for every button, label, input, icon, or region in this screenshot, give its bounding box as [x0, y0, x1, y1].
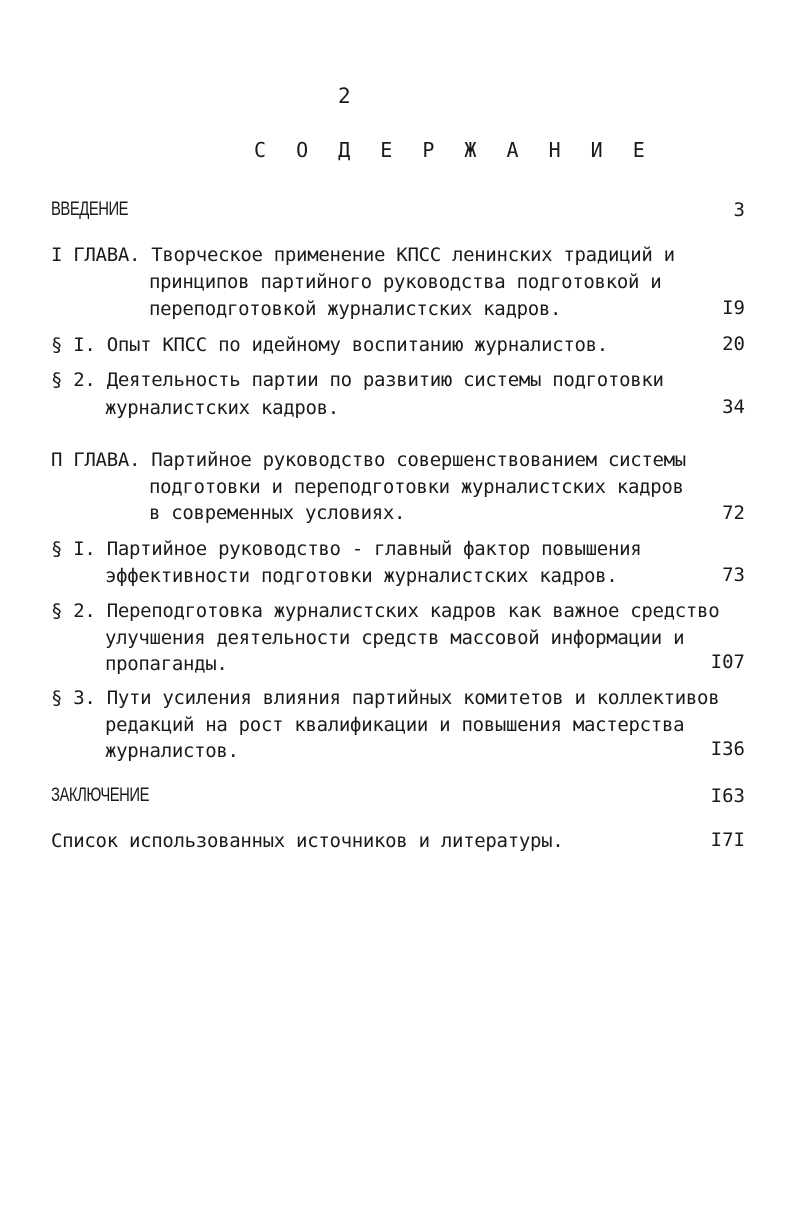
toc-section-2-2-line-3: пропаганды. — [105, 653, 228, 675]
toc-page-chapter-1: I9 — [722, 297, 745, 319]
page-number: 2 — [338, 84, 351, 108]
toc-page-chapter-2: 72 — [722, 502, 745, 524]
toc-chapter-1-line-3: переподготовкой журналистских кадров. — [149, 298, 562, 320]
toc-entry-conclusion: ЗАКЛЮЧЕНИЕ — [51, 785, 149, 806]
toc-page-conclusion: I63 — [710, 785, 745, 807]
toc-page-section-1-1: 20 — [722, 333, 745, 355]
toc-section-2-2-line-2: улучшения деятельности средств массовой информации и — [105, 627, 685, 649]
toc-chapter-1-line-2: принципов партийного руководства подготовкой и — [149, 271, 662, 293]
toc-page-section-2-3: I36 — [710, 738, 745, 760]
toc-section-2-3-line-3: журналистов. — [105, 740, 239, 762]
toc-section-1-2-line-2: журналистских кадров. — [105, 397, 339, 419]
toc-page-introduction: 3 — [733, 199, 745, 221]
toc-section-2-1-line-1: § I. Партийное руководство - главный фактор повышения — [51, 538, 642, 560]
toc-chapter-2-line-3: в современных условиях. — [149, 502, 406, 524]
toc-section-2-1-line-2: эффективности подготовки журналистских кадров. — [105, 565, 618, 587]
toc-page-section-2-2: I07 — [710, 651, 745, 673]
toc-section-2-2-line-1: § 2. Переподготовка журналистских кадров как важное средство — [51, 600, 720, 622]
toc-page-section-2-1: 73 — [722, 564, 745, 586]
toc-section-2-3-line-1: § 3. Пути усиления влияния партийных комитетов и коллективов — [51, 687, 720, 709]
page-title: С О Д Е Р Ж А Н И Е — [254, 138, 654, 162]
toc-section-1-1-line-1: § I. Опыт КПСС по идейному воспитанию журналистов. — [51, 334, 608, 356]
toc-section-1-2-line-1: § 2. Деятельность партии по развитию системы подготовки — [51, 369, 664, 391]
toc-chapter-2-line-2: подготовки и переподготовки журналистских кадров — [149, 476, 684, 498]
toc-section-2-3-line-2: редакций на рост квалификации и повышения мастерства — [105, 714, 685, 736]
toc-entry-introduction: ВВЕДЕНИЕ — [51, 199, 129, 220]
toc-page-section-1-2: 34 — [722, 396, 745, 418]
toc-chapter-2-line-1: П ГЛАВА. Партийное руководство совершенствованием системы — [51, 449, 686, 471]
toc-page-bibliography: I7I — [710, 829, 745, 851]
toc-entry-bibliography: Список использованных источников и литературы. — [51, 830, 564, 852]
toc-chapter-1-line-1: I ГЛАВА. Творческое применение КПСС ленинских традиций и — [51, 244, 675, 266]
